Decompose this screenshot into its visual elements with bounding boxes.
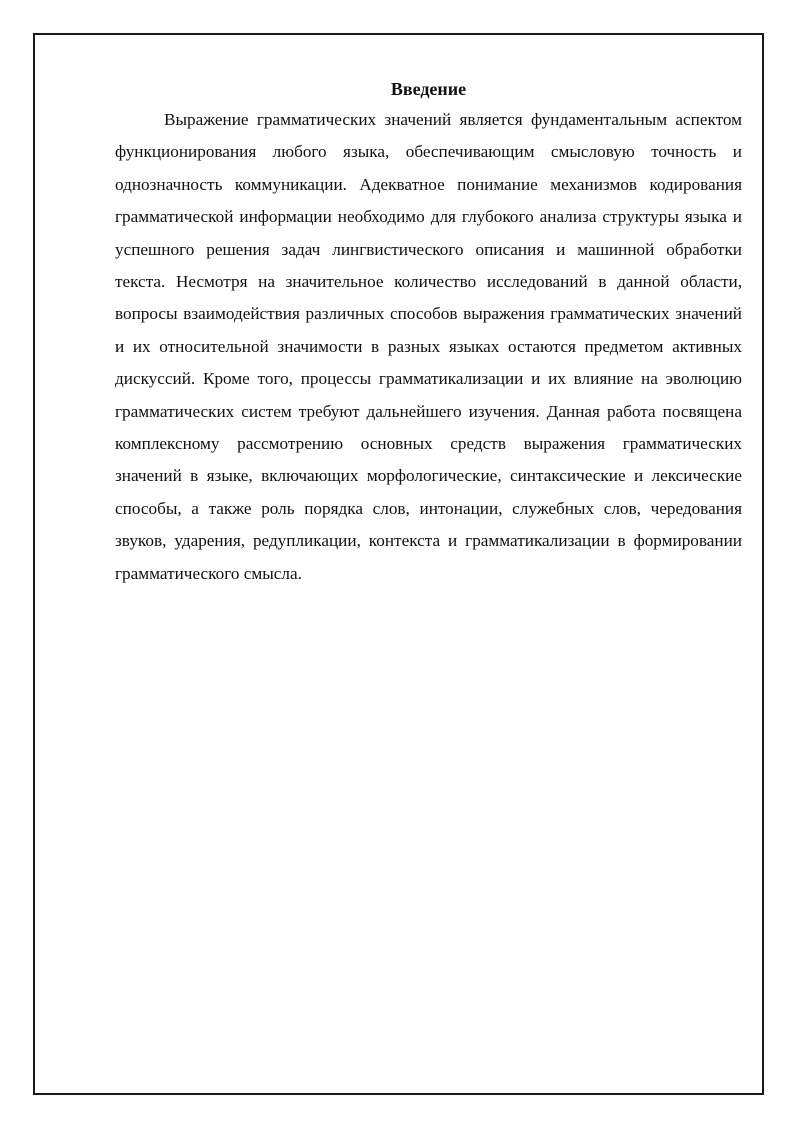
body-paragraph: Выражение грамматических значений является фундаментальным аспектом функционирования любого языка, обеспечивающим смысловую точность и однозначность коммуникации. Адекватное понимание механизмов кодирования грамматической информации необходимо для глубокого анализа структуры языка и успешного решения задач лингвистического описания и машинной обработки текста. Несмотря на значительное количество исследований в данной области, вопросы взаимодействия различных способов выражения грамматических значений и их относительной значимости в разных языках остаются предметом активных дискуссий. Кроме того, процессы грамматикализации и их влияние на эволюцию грамматических систем требуют дальнейшего изучения. Данная работа посвящена комплексному рассмотрению основных средств выражения грамматических значений в языке, включающих морфологические, синтаксические и лексические способы, а также роль порядка слов, интонации, служебных слов, чередования звуков, ударения, редупликации, контекста и грамматикализации в формировании грамматического смысла. <box>115 110 742 583</box>
section-title: Введение <box>390 79 467 99</box>
page-content <box>115 74 742 590</box>
